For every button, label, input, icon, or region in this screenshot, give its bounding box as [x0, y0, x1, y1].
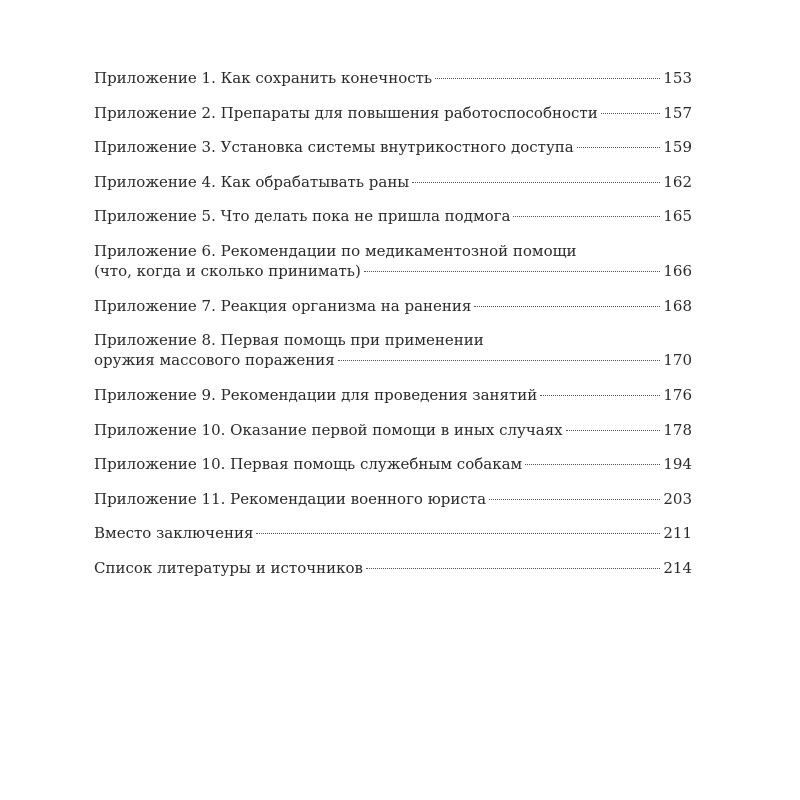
- toc-entry-appendix-4[interactable]: [94, 172, 692, 192]
- dot-leader: [364, 271, 661, 272]
- toc-entry-appendix-5[interactable]: [94, 206, 692, 226]
- toc-entry-title: оружия массового поражения: [94, 351, 335, 369]
- toc-entry-title: Приложение 10. Первая помощь служебным собакам: [94, 455, 523, 473]
- toc-entry-page: 211: [663, 524, 692, 542]
- dot-leader: [412, 182, 660, 183]
- toc-entry-title: Приложение 5. Что делать пока не пришла подмога: [94, 207, 511, 225]
- toc-entry-bibliography[interactable]: [94, 558, 692, 578]
- dot-leader: [435, 78, 660, 79]
- toc-entry-appendix-10a[interactable]: [94, 420, 692, 440]
- toc-entry-appendix-9[interactable]: [94, 385, 692, 405]
- toc-entry-page: 176: [663, 386, 692, 404]
- dot-leader: [601, 113, 661, 114]
- toc-entry-title-line1: Приложение 8. Первая помощь при применении: [94, 331, 484, 349]
- toc-entry-page: 157: [663, 103, 692, 122]
- dot-leader: [338, 360, 661, 361]
- dot-leader: [474, 306, 660, 307]
- toc-entry-appendix-3[interactable]: [94, 137, 692, 157]
- toc-entry-appendix-2[interactable]: [94, 103, 692, 123]
- toc-entry-page: 178: [663, 420, 692, 439]
- toc-entry-page: 203: [663, 489, 692, 508]
- toc-entry-title: Вместо заключения: [94, 524, 254, 542]
- dot-leader: [566, 430, 661, 431]
- toc-entry-title: Приложение 9. Рекомендации для проведения занятий: [94, 386, 538, 404]
- toc-entry-appendix-1[interactable]: [94, 68, 692, 88]
- toc-entry-title: Приложение 10. Оказание первой помощи в иных случаях: [94, 420, 563, 439]
- toc-entry-title: (что, когда и сколько принимать): [94, 261, 361, 280]
- toc-entry-page: 170: [663, 351, 692, 369]
- toc-entry-appendix-6[interactable]: [94, 241, 692, 281]
- toc-entry-page: 166: [663, 261, 692, 280]
- dot-leader: [525, 464, 660, 465]
- dot-leader: [513, 216, 660, 217]
- toc-entry-title: Приложение 2. Препараты для повышения работоспособности: [94, 103, 598, 122]
- toc-entry-page: 153: [663, 69, 692, 87]
- toc-entry-title: Приложение 4. Как обрабатывать раны: [94, 172, 410, 191]
- toc-entry-page: 194: [663, 455, 692, 473]
- toc-entry-title: Приложение 1. Как сохранить конечность: [94, 69, 433, 87]
- toc-entry-page: 165: [663, 207, 692, 225]
- toc-entry-page: 168: [663, 296, 692, 315]
- table-of-contents: [94, 68, 692, 592]
- toc-entry-appendix-10b[interactable]: [94, 454, 692, 474]
- toc-entry-appendix-11[interactable]: [94, 489, 692, 509]
- toc-entry-title: Список литературы и источников: [94, 558, 363, 577]
- toc-entry-appendix-7[interactable]: [94, 296, 692, 316]
- dot-leader: [256, 533, 660, 534]
- dot-leader: [577, 147, 661, 148]
- dot-leader: [366, 568, 660, 569]
- toc-entry-page: 162: [663, 172, 692, 191]
- toc-entry-conclusion[interactable]: [94, 523, 692, 543]
- toc-entry-title: Приложение 3. Установка системы внутрикостного доступа: [94, 138, 574, 156]
- toc-entry-appendix-8[interactable]: [94, 330, 692, 370]
- toc-entry-page: 214: [663, 558, 692, 577]
- toc-entry-title-line1: Приложение 6. Рекомендации по медикаментозной помощи: [94, 241, 577, 260]
- dot-leader: [489, 499, 660, 500]
- toc-entry-title: Приложение 7. Реакция организма на ранения: [94, 296, 472, 315]
- toc-entry-page: 159: [663, 138, 692, 156]
- dot-leader: [540, 395, 660, 396]
- toc-entry-title: Приложение 11. Рекомендации военного юриста: [94, 489, 487, 508]
